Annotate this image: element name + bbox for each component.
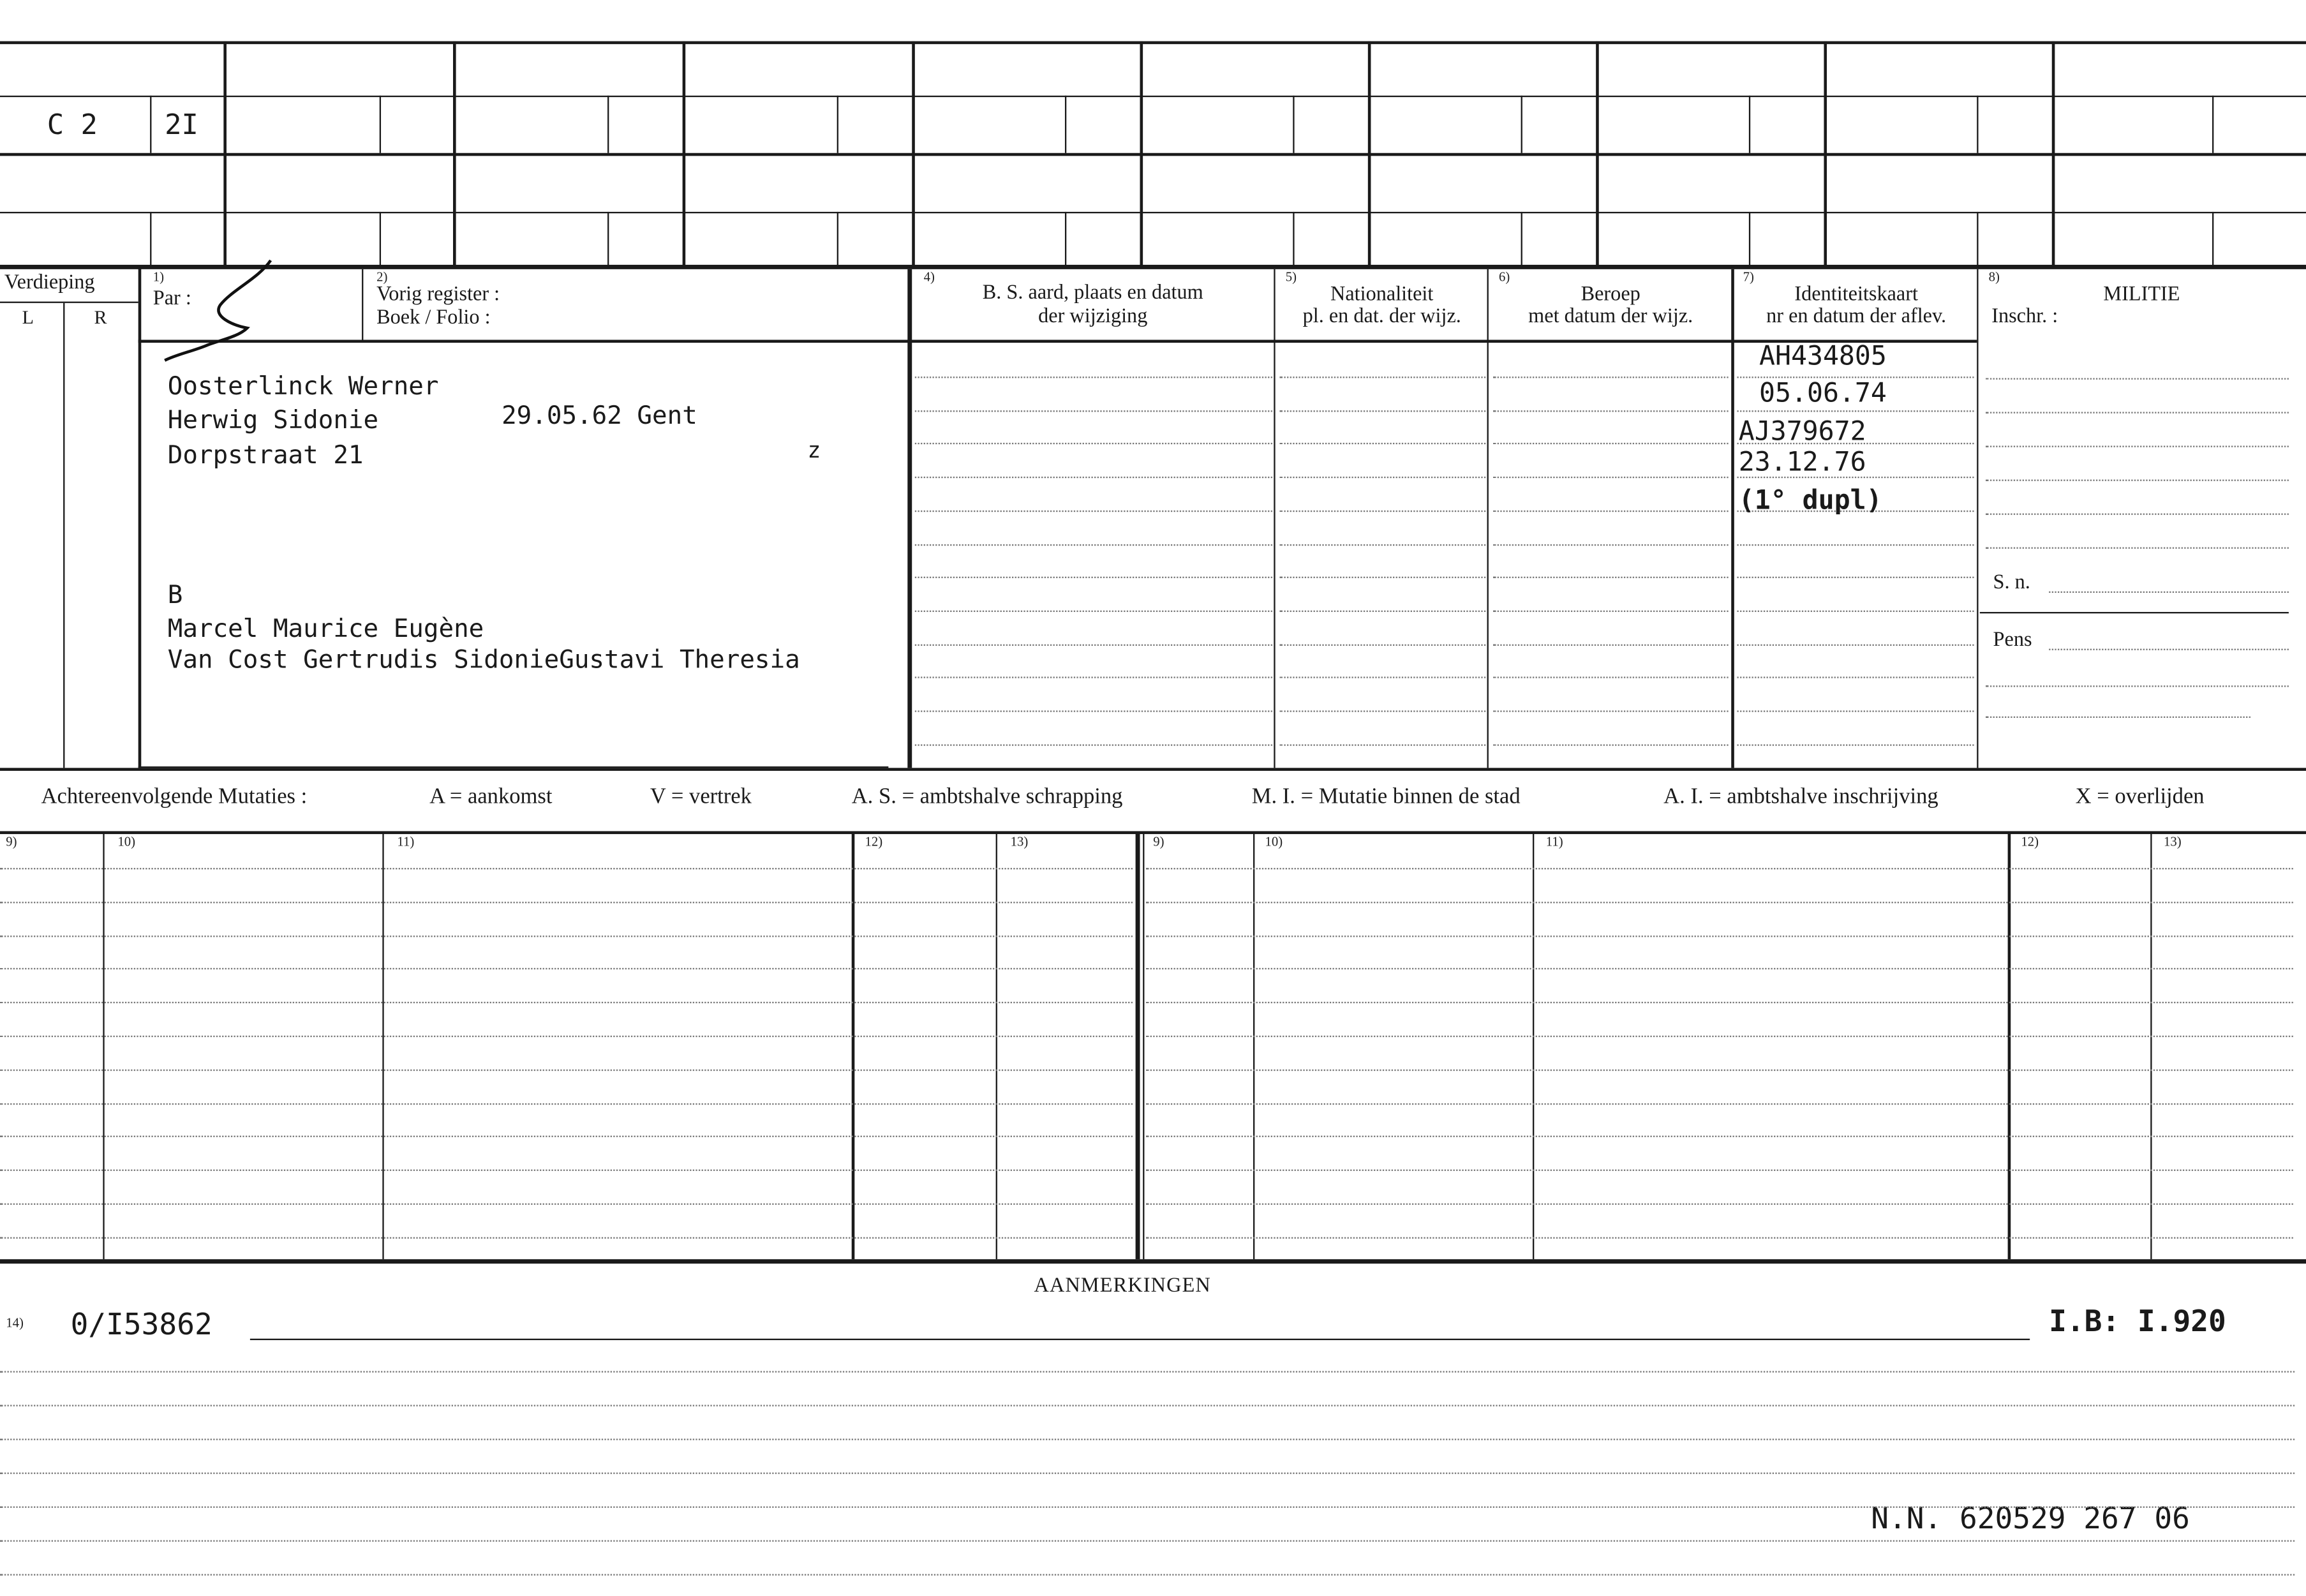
main-divider (1487, 269, 1489, 768)
remark-ruled-line (0, 1540, 2295, 1542)
id-card-number: AH434805 (1759, 341, 1887, 373)
nationaliteit-header-line2: pl. en dat. der wijz. (1302, 306, 1461, 329)
mutation-ruled-line (0, 969, 1133, 970)
entry-ruled-line (1280, 410, 1486, 411)
top-grid-line (0, 153, 2306, 156)
field-number: 4) (923, 269, 935, 284)
top-grid-line (0, 96, 2306, 97)
main-divider (907, 269, 912, 768)
mutation-col-number: 9) (6, 834, 17, 849)
mutation-ruled-line (0, 1103, 1133, 1104)
militie-line (1986, 514, 2289, 515)
entry-ruled-line (1493, 677, 1729, 678)
mutation-col-divider (996, 833, 997, 1260)
mutation-ruled-line (1146, 1036, 2293, 1037)
mutation-col-number: 10) (1265, 834, 1283, 849)
top-grid-subdivider (1065, 96, 1066, 153)
top-grid-subdivider (150, 96, 151, 153)
mutation-ruled-line (1146, 1170, 2293, 1171)
entry-ruled-line (1737, 577, 1974, 578)
field-number: 2) (376, 269, 388, 284)
entry-ruled-line (1280, 510, 1486, 511)
pens-field (2049, 649, 2289, 650)
militie-header: MILITIE (2103, 283, 2180, 306)
top-grid-subdivider (2212, 212, 2213, 266)
mutation-ruled-line (0, 902, 1133, 903)
mutation-col-divider (1143, 833, 1144, 1260)
top-grid-subdivider (150, 212, 151, 266)
partner-name: Herwig Sidonie (167, 406, 379, 436)
mutation-ruled-line (0, 1137, 1133, 1138)
top-grid-line (0, 212, 2306, 213)
given-names: Marcel Maurice Eugène (167, 615, 484, 645)
ib-number: I.B: I.920 (2049, 1303, 2226, 1339)
mutation-ruled-line (1146, 1137, 2293, 1138)
remark-ruled-line (0, 1438, 2295, 1440)
remark-ruled-line (0, 1574, 2295, 1576)
entry-ruled-line (1493, 444, 1729, 445)
entry-ruled-line (1280, 644, 1486, 645)
entry-ruled-line (1493, 644, 1729, 645)
field-number: 5) (1285, 269, 1297, 284)
sn-field (2049, 592, 2289, 593)
mutation-col-divider (382, 833, 383, 1260)
mutation-col-number: 9) (1153, 834, 1164, 849)
top-grid-divider (223, 41, 227, 267)
entry-ruled-line (1280, 477, 1486, 478)
militie-line (1986, 717, 2250, 718)
entry-ruled-line (1280, 577, 1486, 578)
entry-ruled-line (1737, 710, 1974, 712)
field-number: 6) (1498, 269, 1510, 284)
entry-ruled-line (1280, 544, 1486, 545)
entry-ruled-line (1737, 544, 1974, 545)
entry-ruled-line (915, 544, 1272, 545)
entry-ruled-line (1280, 744, 1486, 745)
signature-mark (162, 257, 279, 368)
entry-ruled-line (915, 510, 1272, 511)
top-grid-divider (912, 41, 915, 267)
mutaties-label: Achtereenvolgende Mutaties : (41, 785, 308, 809)
mutation-col-divider (1253, 833, 1254, 1260)
mutation-col-divider (103, 833, 104, 1260)
legend-aankomst: A = aankomst (429, 785, 553, 809)
mutation-ruled-line (1146, 969, 2293, 970)
mutation-col-divider (2008, 833, 2011, 1260)
header-bottom-line (138, 340, 1977, 343)
top-grid-subdivider (1293, 212, 1294, 266)
mutation-col-divider (852, 833, 855, 1260)
top-grid-divider (683, 41, 686, 267)
bs-header: B. S. aard, plaats en datum (982, 282, 1203, 305)
field-number: 14) (6, 1315, 24, 1330)
id-card-number-2: AJ379672 (1738, 416, 1866, 447)
mutation-center-divider (1136, 833, 1140, 1260)
top-grid-divider (2052, 41, 2055, 267)
id-card-note: (1° dupl) (1738, 485, 1882, 517)
remark-code: 0/I53862 (70, 1306, 212, 1342)
entry-ruled-line (915, 644, 1272, 645)
floor-right-label: R (94, 306, 107, 329)
mutation-ruled-line (1146, 935, 2293, 936)
mutation-ruled-line (0, 868, 1133, 869)
top-grid-divider (1596, 41, 1599, 267)
top-grid-divider (1140, 41, 1143, 267)
entry-ruled-line (1493, 577, 1729, 578)
top-grid-subdivider (1977, 212, 1978, 266)
entry-ruled-line (915, 744, 1272, 745)
national-number: N.N. 620529 267 06 (1871, 1500, 2190, 1536)
mutation-col-number: 12) (865, 834, 883, 849)
floor-left-label: L (22, 306, 34, 329)
legend-vertrek: V = vertrek (650, 785, 752, 809)
entry-ruled-line (1493, 377, 1729, 378)
mutation-ruled-line (1146, 1204, 2293, 1205)
top-grid-divider (1824, 41, 1827, 267)
mutation-col-number: 11) (1545, 834, 1563, 849)
entry-ruled-line (915, 710, 1272, 712)
entry-ruled-line (1737, 677, 1974, 678)
mutation-ruled-line (0, 935, 1133, 936)
mutaties-top-border (0, 768, 2306, 771)
top-grid-subdivider (380, 212, 381, 266)
remark-ruled-line (0, 1405, 2295, 1406)
entry-ruled-line (1280, 710, 1486, 712)
par-label: Par : (152, 288, 191, 311)
mutation-col-number: 13) (1010, 834, 1029, 849)
entry-ruled-line (1280, 444, 1486, 445)
top-grid-subdivider (1521, 96, 1522, 153)
verdieping-label: Verdieping (4, 272, 95, 295)
field-number: 8) (1988, 269, 2000, 284)
mutation-col-number: 10) (117, 834, 136, 849)
militie-line (1986, 685, 2289, 687)
legend-mutatie-stad: M. I. = Mutatie binnen de stad (1251, 785, 1521, 809)
identiteitskaart-header-line2: nr en datum der aflev. (1766, 306, 1947, 329)
field-number: 7) (1743, 269, 1754, 284)
militie-line (1986, 412, 2289, 413)
remark-ruled-line (0, 1371, 2295, 1372)
mutation-ruled-line (0, 1036, 1133, 1037)
entry-ruled-line (915, 610, 1272, 611)
block-code: C 2 (47, 108, 98, 142)
mutation-ruled-line (1146, 1103, 2293, 1104)
top-border (0, 41, 2306, 45)
top-grid-subdivider (837, 96, 838, 153)
mutation-ruled-line (0, 1204, 1133, 1205)
mutation-ruled-line (1146, 1002, 2293, 1003)
mutation-ruled-line (0, 1069, 1133, 1070)
entry-ruled-line (1493, 477, 1729, 478)
top-grid-subdivider (837, 212, 838, 266)
entry-ruled-line (1280, 377, 1486, 378)
mutation-col-number: 13) (2163, 834, 2182, 849)
sn-label: S. n. (1993, 572, 2030, 595)
entry-ruled-line (1737, 744, 1974, 745)
top-grid-subdivider (1293, 96, 1294, 153)
top-grid-subdivider (1977, 96, 1978, 153)
mutation-ruled-line (0, 1170, 1133, 1171)
militie-line (1986, 479, 2289, 481)
entry-ruled-line (915, 477, 1272, 478)
entry-ruled-line (915, 577, 1272, 578)
top-grid-subdivider (2212, 96, 2213, 153)
militie-line-solid (1980, 612, 2289, 613)
top-grid-subdivider (1065, 212, 1066, 266)
boek-folio-label: Boek / Folio : (376, 307, 491, 330)
mutation-col-number: 12) (2021, 834, 2039, 849)
top-grid-divider (1368, 41, 1371, 267)
entry-ruled-line (1280, 610, 1486, 611)
entry-ruled-line (1493, 744, 1729, 745)
mutation-col-number: 11) (397, 834, 415, 849)
pens-label: Pens (1993, 629, 2032, 652)
mutation-ruled-line (0, 1237, 1133, 1238)
entry-ruled-line (1737, 410, 1974, 411)
entry-ruled-line (1493, 410, 1729, 411)
mutation-ruled-line (1146, 868, 2293, 869)
top-grid-subdivider (1749, 96, 1750, 153)
top-grid-subdivider (607, 96, 609, 153)
head-of-household-name: Oosterlinck Werner (167, 372, 439, 402)
header-border (0, 265, 2306, 269)
mutation-ruled-line (0, 1002, 1133, 1003)
bs-header-line2: der wijziging (1038, 306, 1148, 329)
top-grid-divider (453, 41, 456, 267)
aanmerkingen-header: AANMERKINGEN (1034, 1275, 1211, 1298)
nationaliteit-header: Nationaliteit (1330, 283, 1434, 306)
remark-ruled-line (0, 1473, 2295, 1474)
militie-line (1986, 548, 2289, 549)
parents-names: Van Cost Gertrudis SidonieGustavi Theresia (167, 645, 800, 676)
mutation-col-divider (2150, 833, 2152, 1260)
id-card-date: 05.06.74 (1759, 378, 1887, 409)
verdieping-line (0, 302, 138, 303)
main-divider (1731, 269, 1734, 768)
entry-ruled-line (1493, 610, 1729, 611)
entry-ruled-line (1493, 710, 1729, 712)
mutation-ruled-line (1146, 1237, 2293, 1238)
remark-ruled-line (0, 1507, 2295, 1508)
beroep-header: Beroep (1581, 283, 1640, 306)
top-grid-subdivider (1749, 212, 1750, 266)
header-divider (362, 269, 363, 341)
birth-date-place: 29.05.62 Gent (502, 401, 697, 431)
field-number: 1) (152, 269, 165, 284)
entry-ruled-line (915, 410, 1272, 411)
legend-ambtshalve-inschrijving: A. I. = ambtshalve inschrijving (1663, 785, 1938, 809)
entry-ruled-line (915, 377, 1272, 378)
mutations-bottom-border (0, 1259, 2306, 1264)
identiteitskaart-header: Identiteitskaart (1794, 283, 1918, 306)
entry-ruled-line (1737, 644, 1974, 645)
legend-overlijden: X = overlijden (2075, 785, 2205, 809)
main-divider (63, 303, 64, 768)
section-letter: B (167, 581, 183, 611)
house-number-code: 2I (165, 108, 198, 142)
militie-line (1986, 378, 2289, 379)
top-grid-subdivider (380, 96, 381, 153)
entry-ruled-line (1493, 510, 1729, 511)
entry-ruled-line (915, 677, 1272, 678)
entry-ruled-line (1280, 677, 1486, 678)
entry-ruled-line (915, 444, 1272, 445)
vorig-register-label: Vorig register : (376, 283, 500, 306)
mutation-col-divider (1533, 833, 1534, 1260)
address: Dorpstraat 21 (167, 441, 364, 471)
mutation-ruled-line (1146, 902, 2293, 903)
main-divider (1274, 269, 1275, 768)
top-grid-subdivider (607, 212, 609, 266)
mutation-ruled-line (1146, 1069, 2293, 1070)
legend-ambtshalve-schrapping: A. S. = ambtshalve schrapping (851, 785, 1123, 809)
top-grid-subdivider (1521, 212, 1522, 266)
id-card-date-2: 23.12.76 (1738, 447, 1866, 479)
remarks-line (250, 1339, 2030, 1340)
inschr-label: Inschr. : (1991, 306, 2058, 329)
entry-ruled-line (1737, 610, 1974, 611)
militie-line (1986, 445, 2289, 447)
main-divider (1977, 269, 1978, 768)
entry-ruled-line (1493, 544, 1729, 545)
beroep-header-line2: met datum der wijz. (1528, 306, 1693, 329)
margin-mark: z (807, 436, 821, 464)
